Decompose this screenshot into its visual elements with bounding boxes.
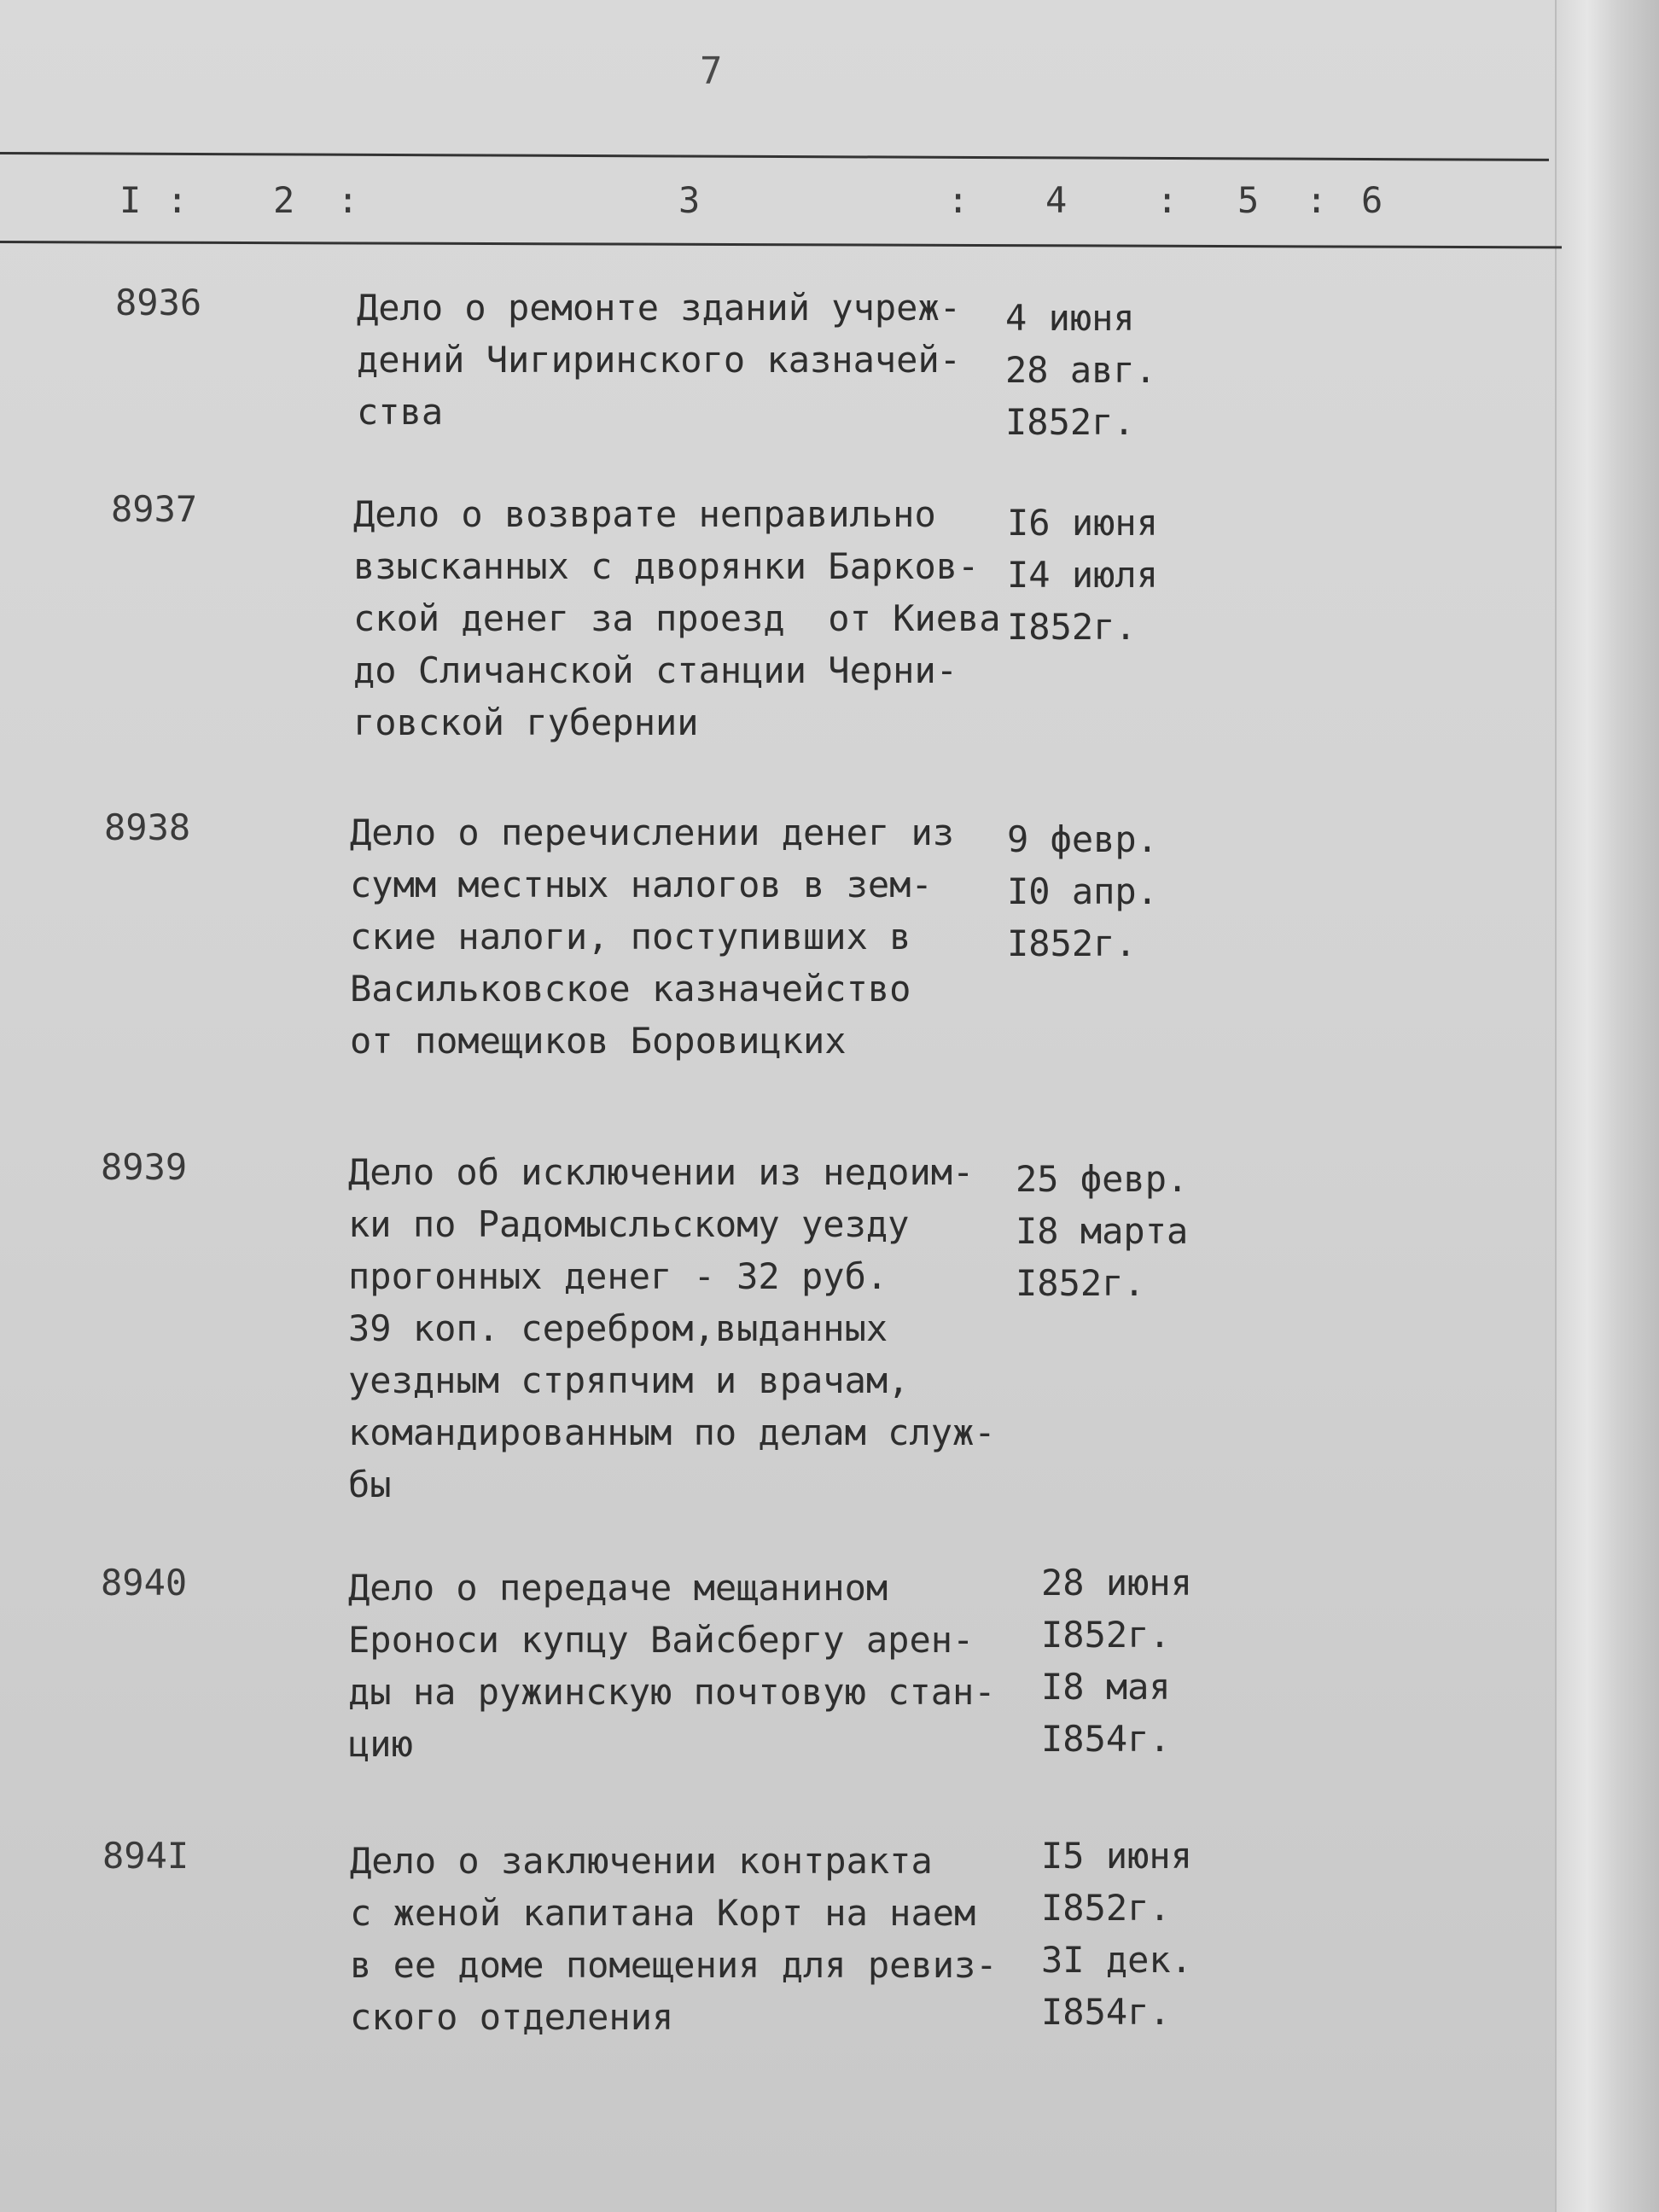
entry-number: 894I	[102, 1835, 189, 1877]
entry-description: Дело о заключении контракта с женой капитана Корт на наем в ее доме помещения для ревиз- ского отделения	[350, 1840, 998, 2038]
column-header-separator: :	[1156, 179, 1179, 221]
entry-number: 8939	[101, 1146, 188, 1188]
entry-dates: 25 февр. I8 марта I852г.	[1016, 1158, 1189, 1304]
column-header-3: 3	[678, 179, 701, 221]
entry-dates: I6 июня I4 июля I852г.	[1007, 502, 1159, 648]
entry-number: 8938	[104, 806, 191, 848]
entry-number: 8936	[115, 282, 202, 323]
column-header-2: 2	[273, 179, 295, 221]
page-number: 7	[700, 49, 723, 93]
entry-description: Дело о ремонте зданий учреж- дений Чигиринского казначей- ства	[357, 287, 962, 433]
entry-dates: I5 июня I852г. 3I дек. I854г.	[1041, 1835, 1193, 2033]
column-header-separator: :	[166, 179, 189, 221]
column-header-4: 4	[1045, 179, 1068, 221]
entry-description: Дело о перечислении денег из сумм местных налогов в зем- ские налоги, поступивших в Васильковское казначейство от помещиков Боровицких	[350, 812, 955, 1062]
entry-number: 8937	[111, 488, 198, 530]
column-header-separator: :	[337, 179, 359, 221]
entry-description: Дело об исключении из недоим- ки по Радомысльскому уезду прогонных денег - 32 руб. 39 коп. серебром,выданных уездным стряпчим и врачам, командированным по делам служ- бы	[348, 1151, 996, 1505]
header-bottom-rule	[0, 241, 1562, 248]
entry-dates: 9 февр. I0 апр. I852г.	[1007, 818, 1159, 964]
header-top-rule	[0, 152, 1549, 161]
entry-dates: 4 июня 28 авг. I852г.	[1005, 297, 1157, 443]
column-header-separator: :	[1306, 179, 1328, 221]
column-header-1: I	[119, 179, 142, 221]
entry-dates: 28 июня I852г. I8 мая I854г.	[1041, 1562, 1193, 1760]
column-header-5: 5	[1237, 179, 1260, 221]
column-header-separator: :	[947, 179, 969, 221]
entry-description: Дело о передаче мещанином Ероноси купцу Вайсбергу арен- ды на ружинскую почтовую стан- цию	[348, 1567, 996, 1765]
column-header-6: 6	[1361, 179, 1383, 221]
entry-description: Дело о возврате неправильно взысканных с дворянки Барков- ской денег за проезд от Киева до Сличанской станции Черни- говской губернии	[353, 493, 1001, 743]
entry-number: 8940	[101, 1562, 188, 1604]
page-edge-shadow	[1555, 0, 1659, 2212]
